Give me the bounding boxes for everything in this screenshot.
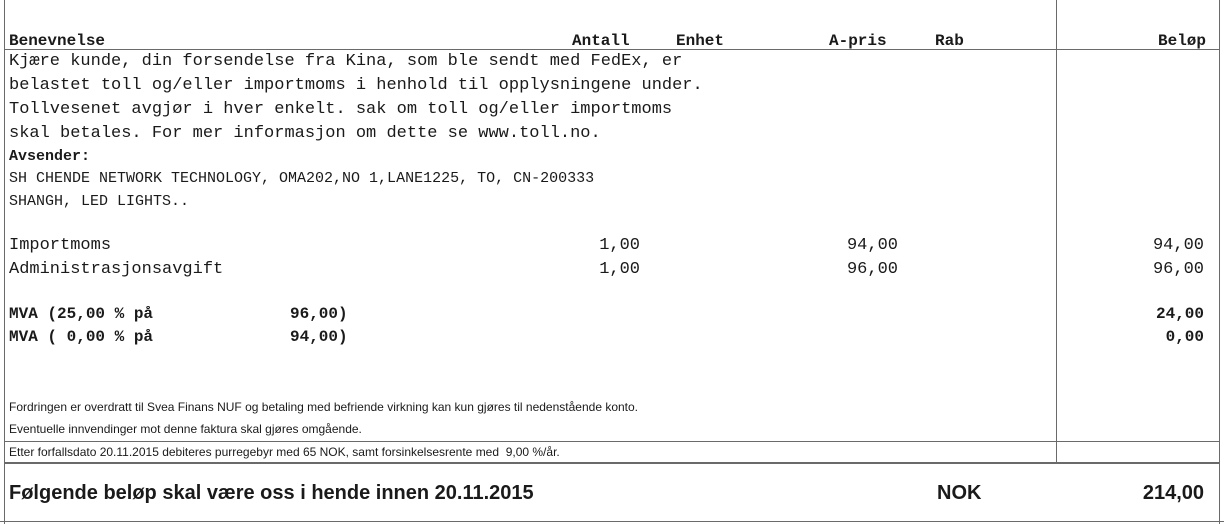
vat-label: MVA (25,00 % på — [9, 305, 154, 323]
frame-right-border — [1219, 0, 1220, 524]
divider-page-bottom — [0, 521, 1224, 522]
sender-label: Avsender: — [9, 148, 91, 165]
vat-base: 94,00) — [290, 328, 348, 346]
note-line: Eventuelle innvendinger mot denne faktura skal gjøres omgående. — [9, 422, 362, 436]
item-description: Importmoms — [9, 236, 112, 255]
item-amount: 94,00 — [1152, 236, 1204, 255]
item-amount: 96,00 — [1152, 260, 1204, 279]
sender-line: SH CHENDE NETWORK TECHNOLOGY, OMA202,NO 1,LANE1225, TO, CN-200333 — [9, 170, 595, 187]
divider-above-total — [4, 462, 1220, 464]
total-currency: NOK — [937, 482, 982, 504]
item-unit-price: 94,00 — [846, 236, 898, 255]
column-divider-line — [1056, 0, 1057, 462]
total-label: Følgende beløp skal være oss i hende innen 20.11.2015 — [9, 482, 534, 504]
intro-line: belastet toll og/eller importmoms i henhold til opplysningene under. — [9, 76, 703, 95]
total-amount: 214,00 — [1142, 482, 1204, 504]
divider-before-last-note — [4, 441, 1220, 442]
note-line: Etter forfallsdato 20.11.2015 debiteres purregebyr med 65 NOK, samt forsinkelsesrente med 9,00 %/år. — [9, 445, 560, 459]
vat-label: MVA ( 0,00 % på — [9, 328, 154, 346]
item-quantity: 1,00 — [599, 260, 640, 279]
column-header-quantity: Antall — [572, 32, 630, 50]
column-header-amount: Beløp — [1157, 32, 1206, 50]
vat-amount: 24,00 — [1155, 305, 1204, 323]
intro-line: Tollvesenet avgjør i hver enkelt. sak om toll og/eller importmoms — [9, 100, 673, 119]
frame-left-border — [4, 0, 5, 524]
column-header-unit-price: A-pris — [829, 32, 887, 50]
vat-amount: 0,00 — [1165, 328, 1204, 346]
sender-line: SHANGH, LED LIGHTS.. — [9, 193, 190, 210]
item-quantity: 1,00 — [599, 236, 640, 255]
column-header-unit: Enhet — [676, 32, 725, 50]
column-header-discount: Rab — [935, 32, 964, 50]
intro-line: Kjære kunde, din forsendelse fra Kina, som ble sendt med FedEx, er — [9, 52, 683, 71]
note-line: Fordringen er overdratt til Svea Finans NUF og betaling med befriende virkning kan kun gjøres til nedenstående konto. — [9, 400, 639, 414]
column-header-description: Benevnelse — [9, 32, 106, 50]
item-unit-price: 96,00 — [846, 260, 898, 279]
vat-base: 96,00) — [290, 305, 348, 323]
intro-line: skal betales. For mer informasjon om dette se www.toll.no. — [9, 124, 601, 143]
item-description: Administrasjonsavgift — [9, 260, 224, 279]
